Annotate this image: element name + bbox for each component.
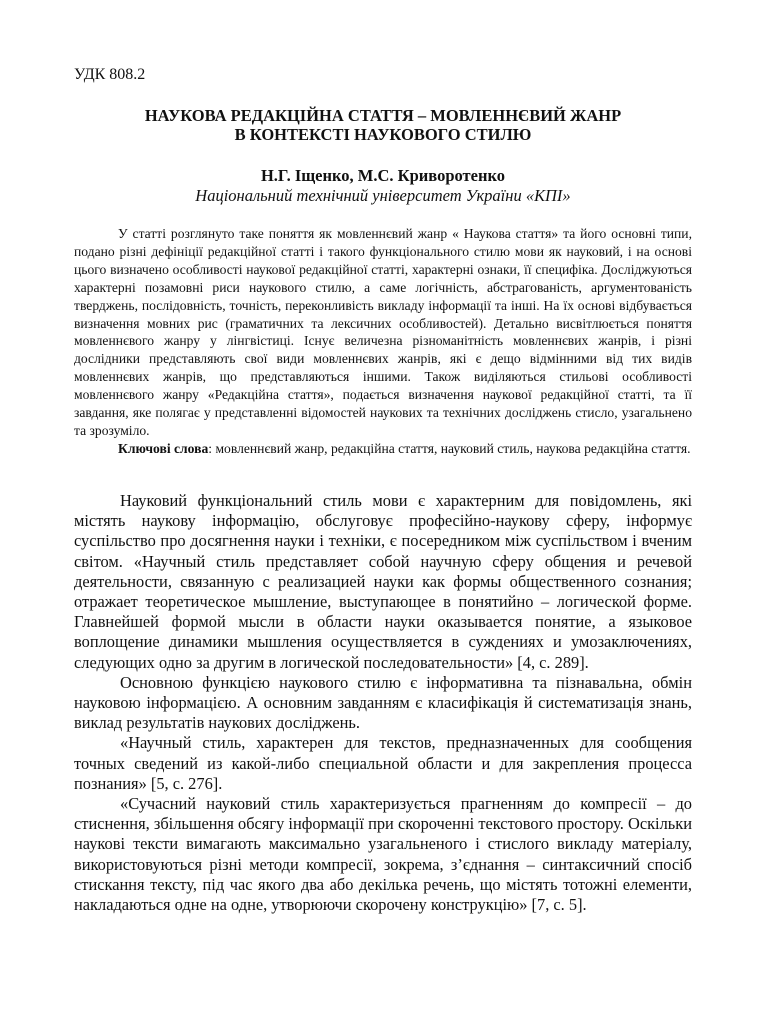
body-paragraph-3: «Научный стиль, характерен для текстов, предназначенных для сообщения точных сведений из какой-либо специальной области и для закрепления процесса познания» [5, с. 276]. bbox=[74, 733, 692, 793]
body-paragraph-2: Основною функцією наукового стилю є інформативна та пізнавальна, обмін науковою інформацією. А основним завданням є класифікація й систематизація знань, виклад результатів наукових досліджень. bbox=[74, 672, 692, 733]
abstract-text: У статті розглянуто таке поняття як мовленнєвий жанр « Наукова стаття» та його основні типи, подано різні дефініції редакційної статті і такого функціонального стилю мови як науковий, і на основі цього визначено особливості наукової редакційної статті, характерні ознаки, її специфіка. Досліджуються характерні позамовні риси наукового стилю, а саме логічність, абстрагованість, аргументованість тверджень, послідовність, точність, переконливість викладу інформації та інші. На їх основі відбувається визначення мовних рис (граматичних та лексичних особливостей). Детально висвітлюється поняття мовленнєвого жанру у лінгвістиці. Існує величезна різноманітність мовленнєвих жанрів, і різні дослідники представляють свої види мовленнєвих жанрів, які є дещо відмінними від тих видів мовленнєвих жанрів, що представляються іншими. Також виділяються стильові особливості мовленнєвого жанру «Редакційна стаття», подається визначення наукової редакційної статті, та її завдання, яке полягає у представленні відомостей наукових та технічних досліджень стисло, узагальнено та зрозуміло. bbox=[74, 226, 692, 438]
keywords-text: : мовленнєвий жанр, редакційна стаття, науковий стиль, наукова редакційна стаття. bbox=[208, 440, 691, 456]
keywords bbox=[74, 440, 692, 458]
title-line-2: В КОНТЕКСТІ НАУКОВОГО СТИЛЮ bbox=[234, 125, 532, 144]
keywords-label: Ключові слова bbox=[118, 440, 209, 456]
udk-code: УДК 808.2 bbox=[74, 66, 146, 83]
body-paragraph-1: Науковий функціональний стиль мови є характерним для повідомлень, які містять наукову інформацію, обслуговує професійно-наукову сферу, інформує суспільство про досягнення науки і техніки, є посередником між суспільством і вченим світом. «Научный стиль представляет собой научную сферу общения и речевой деятельности, связанную с реализацией науки как формы общественного сознания; отражает теоретическое мышление, выступающее в понятийно – логической форме. Главнейшей формой мысли в области науки оказывается понятие, а языковое воплощение динамики мышления осуществляется в суждениях и умозаключениях, следующих одно за другим в логической последовательности» [4, с. 289]. bbox=[74, 491, 692, 672]
authors: Н.Г. Іщенко, М.С. Криворотенко bbox=[260, 166, 506, 185]
abstract bbox=[74, 225, 692, 458]
title-line-1: НАУКОВА РЕДАКЦІЙНА СТАТТЯ – МОВЛЕННЄВИЙ ЖАНР bbox=[144, 106, 622, 125]
article-body bbox=[74, 491, 692, 915]
article-title bbox=[74, 106, 692, 144]
body-paragraph-4: «Сучасний науковий стиль характеризується прагненням до компресії – до стиснення, збільшення обсягу інформації при скороченні текстового простору. Оскільки наукові тексти вимагають максимально узагальненого і стислого викладу матеріалу, використовуються різні методи компресії, зокрема, з’єднання – синтаксичний спосіб стискання тексту, під час якого два або декілька речень, що містять тотожні елементи, накладаються одне на одне, утворюючи скорочену конструкцію» [7, с. 5]. bbox=[74, 794, 692, 915]
affiliation: Національний технічний університет України «КПІ» bbox=[195, 186, 571, 205]
